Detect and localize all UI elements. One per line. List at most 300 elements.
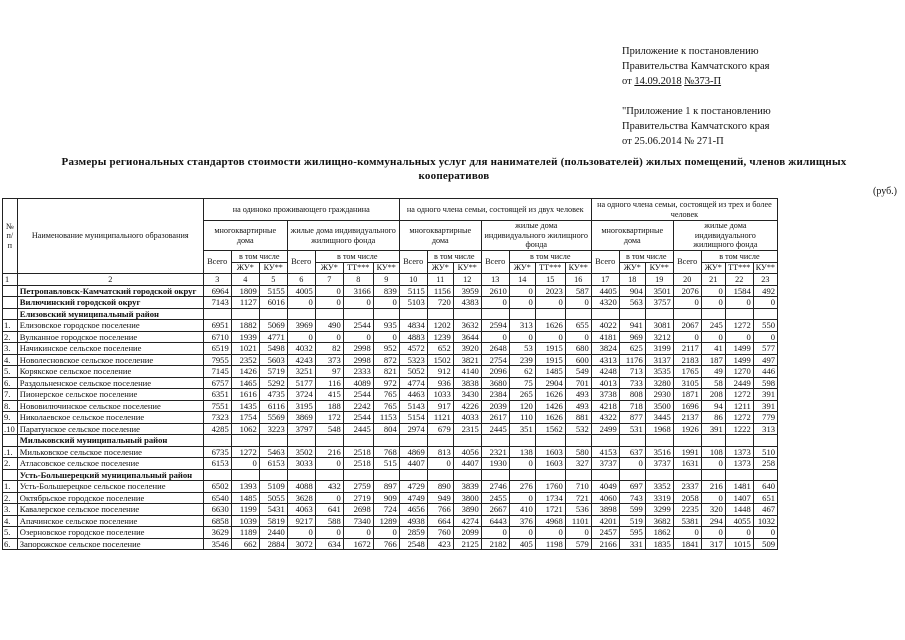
- value-cell: 634: [315, 538, 343, 550]
- value-cell: [619, 469, 645, 481]
- value-cell: [231, 308, 259, 320]
- column-number: 20: [673, 274, 701, 286]
- value-cell: 579: [565, 538, 591, 550]
- value-cell: 2930: [645, 389, 673, 401]
- value-cell: [231, 435, 259, 447]
- value-cell: 1272: [231, 446, 259, 458]
- value-cell: [287, 308, 315, 320]
- value-cell: 0: [315, 458, 343, 470]
- value-cell: 1485: [231, 492, 259, 504]
- column-number: 4: [231, 274, 259, 286]
- value-cell: 5292: [259, 377, 287, 389]
- value-cell: 2099: [453, 527, 481, 539]
- header-ku: КУ**: [373, 262, 399, 274]
- value-cell: 3081: [645, 320, 673, 332]
- value-cell: [673, 308, 701, 320]
- header-tt: ТТ***: [725, 262, 753, 274]
- municipality-name: Мильковское сельское поселение: [17, 446, 203, 458]
- header-zhu: ЖУ*: [315, 262, 343, 274]
- appendix-new-prefix: от: [622, 76, 632, 87]
- value-cell: 5177: [287, 377, 315, 389]
- value-cell: [453, 308, 481, 320]
- value-cell: 86: [701, 412, 725, 424]
- value-cell: [565, 435, 591, 447]
- value-cell: 2117: [673, 343, 701, 355]
- value-cell: 1373: [725, 446, 753, 458]
- value-cell: 376: [509, 515, 535, 527]
- value-cell: 3352: [645, 481, 673, 493]
- value-cell: 0: [343, 331, 373, 343]
- municipality-name: Запорожское сельское поселение: [17, 538, 203, 550]
- value-cell: 2067: [673, 320, 701, 332]
- value-cell: 94: [701, 400, 725, 412]
- table-row: [3, 423, 778, 435]
- row-index: .10: [3, 423, 18, 435]
- value-cell: 2337: [673, 481, 701, 493]
- value-cell: 3072: [287, 538, 315, 550]
- value-cell: 1754: [231, 412, 259, 424]
- value-cell: 4218: [591, 400, 619, 412]
- header-g1-izhd-total: Всего: [287, 251, 315, 274]
- value-cell: 216: [315, 446, 343, 458]
- municipality-name: Октябрьское городское поселение: [17, 492, 203, 504]
- value-cell: 519: [619, 515, 645, 527]
- value-cell: 4181: [591, 331, 619, 343]
- value-cell: 7955: [203, 354, 231, 366]
- value-cell: 2884: [259, 538, 287, 550]
- value-cell: 1862: [645, 527, 673, 539]
- table-row: [3, 354, 778, 366]
- value-cell: 4032: [287, 343, 315, 355]
- value-cell: [565, 469, 591, 481]
- value-cell: 5819: [259, 515, 287, 527]
- column-numbers-row: [3, 274, 778, 286]
- value-cell: 2544: [343, 412, 373, 424]
- value-cell: 1032: [753, 515, 777, 527]
- header-g1-mkd: многоквартирные дома: [203, 221, 287, 251]
- value-cell: 4774: [399, 377, 427, 389]
- value-cell: 1760: [535, 481, 565, 493]
- value-cell: 0: [725, 527, 753, 539]
- value-cell: 0: [481, 297, 509, 309]
- municipality-name: Усть-Большерецкий муниципальный район: [17, 469, 203, 481]
- value-cell: 3869: [287, 412, 315, 424]
- column-number: 17: [591, 274, 619, 286]
- value-cell: 313: [509, 320, 535, 332]
- header-g2-mkd: многоквартирные дома: [399, 221, 481, 251]
- value-cell: 721: [565, 492, 591, 504]
- value-cell: 0: [673, 331, 701, 343]
- value-cell: 1199: [231, 504, 259, 516]
- header-ku: КУ**: [259, 262, 287, 274]
- standards-table: [2, 198, 778, 550]
- value-cell: [509, 469, 535, 481]
- value-cell: 497: [753, 354, 777, 366]
- value-cell: 1211: [725, 400, 753, 412]
- value-cell: 2746: [481, 481, 509, 493]
- value-cell: 510: [753, 446, 777, 458]
- column-number: 14: [509, 274, 535, 286]
- header-g3-izhd: жилые дома индивидуального жилищного фонда: [673, 221, 777, 251]
- header-zhu: ЖУ*: [427, 262, 453, 274]
- value-cell: 4088: [287, 481, 315, 493]
- value-cell: 3535: [645, 366, 673, 378]
- municipality-name: Атласовское сельское поселение: [17, 458, 203, 470]
- value-cell: 245: [701, 320, 725, 332]
- value-cell: [287, 469, 315, 481]
- value-cell: [259, 469, 287, 481]
- value-cell: 5155: [259, 285, 287, 297]
- value-cell: [343, 469, 373, 481]
- value-cell: 2754: [481, 354, 509, 366]
- value-cell: 1915: [535, 343, 565, 355]
- value-cell: 701: [565, 377, 591, 389]
- header-ku: КУ**: [753, 262, 777, 274]
- value-cell: 655: [565, 320, 591, 332]
- row-index: 1.: [3, 481, 18, 493]
- value-cell: 6757: [203, 377, 231, 389]
- value-cell: 373: [315, 354, 343, 366]
- value-cell: 599: [619, 504, 645, 516]
- value-cell: 110: [509, 412, 535, 424]
- header-ku: КУ**: [565, 262, 591, 274]
- value-cell: 138: [509, 446, 535, 458]
- municipality-name: Елизовское городское поселение: [17, 320, 203, 332]
- municipality-name: Корякское сельское поселение: [17, 366, 203, 378]
- value-cell: 490: [315, 320, 343, 332]
- value-cell: 5431: [259, 504, 287, 516]
- header-tt: ТТ***: [343, 262, 373, 274]
- value-cell: 9217: [287, 515, 315, 527]
- value-cell: 1426: [231, 366, 259, 378]
- value-cell: [481, 308, 509, 320]
- value-cell: 4749: [399, 492, 427, 504]
- value-cell: 4407: [399, 458, 427, 470]
- column-number: 6: [287, 274, 315, 286]
- value-cell: 743: [619, 492, 645, 504]
- value-cell: 3319: [645, 492, 673, 504]
- municipality-name: Озерновское городское поселение: [17, 527, 203, 539]
- value-cell: 1626: [535, 320, 565, 332]
- column-number: 5: [259, 274, 287, 286]
- value-cell: [619, 308, 645, 320]
- value-cell: 49: [701, 366, 725, 378]
- value-cell: 4005: [287, 285, 315, 297]
- value-cell: 4033: [453, 412, 481, 424]
- value-cell: [203, 469, 231, 481]
- value-cell: 327: [565, 458, 591, 470]
- value-cell: 4313: [591, 354, 619, 366]
- value-cell: 1039: [231, 515, 259, 527]
- value-cell: 0: [481, 331, 509, 343]
- value-cell: 2698: [343, 504, 373, 516]
- value-cell: 3223: [259, 423, 287, 435]
- value-cell: 0: [725, 331, 753, 343]
- value-cell: 208: [701, 389, 725, 401]
- value-cell: 2499: [591, 423, 619, 435]
- value-cell: 1968: [645, 423, 673, 435]
- header-group-two: на одного члена семьи, состоящей из двух человек: [399, 199, 591, 221]
- value-cell: 188: [315, 400, 343, 412]
- table-header: [3, 199, 778, 286]
- value-cell: 1499: [725, 354, 753, 366]
- value-cell: 317: [701, 538, 725, 550]
- value-cell: 4938: [399, 515, 427, 527]
- title-line2: кооперативов: [418, 170, 490, 182]
- value-cell: 1672: [343, 538, 373, 550]
- value-cell: [725, 435, 753, 447]
- value-cell: 2457: [591, 527, 619, 539]
- value-cell: [535, 469, 565, 481]
- value-cell: 4248: [591, 366, 619, 378]
- value-cell: 821: [373, 366, 399, 378]
- value-cell: 5381: [673, 515, 701, 527]
- appendix-old-line1: "Приложение 1 к постановлению: [622, 106, 771, 117]
- value-cell: 2096: [481, 366, 509, 378]
- value-cell: 0: [673, 527, 701, 539]
- value-cell: 7323: [203, 412, 231, 424]
- value-cell: 595: [619, 527, 645, 539]
- value-cell: 5498: [259, 343, 287, 355]
- value-cell: 4285: [203, 423, 231, 435]
- value-cell: 2352: [231, 354, 259, 366]
- value-cell: 3628: [287, 492, 315, 504]
- value-cell: [645, 469, 673, 481]
- value-cell: 0: [619, 458, 645, 470]
- value-cell: 1841: [673, 538, 701, 550]
- value-cell: 0: [427, 458, 453, 470]
- value-cell: 276: [509, 481, 535, 493]
- value-cell: 4729: [399, 481, 427, 493]
- column-number: 9: [373, 274, 399, 286]
- column-number: 12: [453, 274, 481, 286]
- header-g1-mkd-incl: в том числе: [231, 251, 287, 263]
- value-cell: 0: [315, 297, 343, 309]
- value-cell: 258: [753, 458, 777, 470]
- value-cell: 2039: [481, 400, 509, 412]
- value-cell: 710: [565, 481, 591, 493]
- value-cell: 3682: [645, 515, 673, 527]
- value-cell: [509, 308, 535, 320]
- appendix-new-date: 14.09.2018: [634, 76, 682, 87]
- value-cell: 0: [509, 297, 535, 309]
- row-index: 2.: [3, 331, 18, 343]
- value-cell: 1448: [725, 504, 753, 516]
- value-cell: 3737: [591, 458, 619, 470]
- value-cell: [343, 435, 373, 447]
- value-cell: 1930: [481, 458, 509, 470]
- value-cell: [453, 469, 481, 481]
- value-cell: 2321: [481, 446, 509, 458]
- value-cell: 4055: [725, 515, 753, 527]
- value-cell: 4656: [399, 504, 427, 516]
- value-cell: 6630: [203, 504, 231, 516]
- value-cell: 4572: [399, 343, 427, 355]
- value-cell: [481, 435, 509, 447]
- header-g2-izhd-incl: в том числе: [509, 251, 591, 263]
- value-cell: 549: [565, 366, 591, 378]
- value-cell: 872: [373, 354, 399, 366]
- value-cell: 0: [315, 285, 343, 297]
- table-body: [3, 285, 778, 550]
- value-cell: 53: [509, 343, 535, 355]
- value-cell: [427, 469, 453, 481]
- value-cell: 0: [673, 297, 701, 309]
- table-row: [3, 538, 778, 550]
- value-cell: 2455: [481, 492, 509, 504]
- header-ku: КУ**: [453, 262, 481, 274]
- value-cell: 765: [373, 389, 399, 401]
- row-index: [3, 308, 18, 320]
- unit-label: (руб.): [873, 186, 897, 197]
- column-number: 7: [315, 274, 343, 286]
- municipality-name: Вулканное городское поселение: [17, 331, 203, 343]
- header-g3-mkd: многоквартирные дома: [591, 221, 673, 251]
- header-g3-mkd-incl: в том числе: [619, 251, 673, 263]
- value-cell: 4834: [399, 320, 427, 332]
- value-cell: 3629: [203, 527, 231, 539]
- value-cell: 1882: [231, 320, 259, 332]
- value-cell: 1603: [535, 458, 565, 470]
- value-cell: 0: [509, 331, 535, 343]
- value-cell: 0: [373, 297, 399, 309]
- value-cell: 2235: [673, 504, 701, 516]
- value-cell: 6735: [203, 446, 231, 458]
- municipality-name: Мильковский муниципальный район: [17, 435, 203, 447]
- value-cell: 662: [231, 538, 259, 550]
- value-cell: 2667: [481, 504, 509, 516]
- table-row: [3, 308, 778, 320]
- column-number: 21: [701, 274, 725, 286]
- value-cell: 587: [565, 285, 591, 297]
- value-cell: 423: [427, 538, 453, 550]
- value-cell: 1562: [535, 423, 565, 435]
- value-cell: 1272: [725, 412, 753, 424]
- value-cell: 120: [509, 400, 535, 412]
- value-cell: 2440: [259, 527, 287, 539]
- value-cell: 0: [701, 458, 725, 470]
- value-cell: 1021: [231, 343, 259, 355]
- value-cell: 2384: [481, 389, 509, 401]
- column-number: 18: [619, 274, 645, 286]
- value-cell: 808: [619, 389, 645, 401]
- value-cell: 41: [701, 343, 725, 355]
- municipality-name: Усть-Большерецкое сельское поселение: [17, 481, 203, 493]
- value-cell: 515: [373, 458, 399, 470]
- value-cell: 1584: [725, 285, 753, 297]
- value-cell: 877: [619, 412, 645, 424]
- value-cell: 2544: [343, 389, 373, 401]
- appendix-new-line1: Приложение к постановлению: [622, 46, 759, 57]
- value-cell: 3105: [673, 377, 701, 389]
- value-cell: 4771: [259, 331, 287, 343]
- value-cell: 1153: [373, 412, 399, 424]
- value-cell: 1696: [673, 400, 701, 412]
- value-cell: 839: [373, 285, 399, 297]
- value-cell: 1373: [725, 458, 753, 470]
- value-cell: 0: [315, 492, 343, 504]
- value-cell: 3632: [453, 320, 481, 332]
- value-cell: 1465: [231, 377, 259, 389]
- row-index: 2.: [3, 492, 18, 504]
- table-row: [3, 377, 778, 389]
- value-cell: 172: [315, 412, 343, 424]
- column-number: 19: [645, 274, 673, 286]
- value-cell: 6351: [203, 389, 231, 401]
- value-cell: 2859: [399, 527, 427, 539]
- value-cell: 3821: [453, 354, 481, 366]
- value-cell: 548: [315, 423, 343, 435]
- value-cell: 3251: [287, 366, 315, 378]
- value-cell: 0: [481, 527, 509, 539]
- value-cell: [753, 469, 777, 481]
- value-cell: 680: [565, 343, 591, 355]
- table-row: [3, 412, 778, 424]
- column-number: 8: [343, 274, 373, 286]
- value-cell: 1721: [535, 504, 565, 516]
- value-cell: 5103: [399, 297, 427, 309]
- value-cell: 5569: [259, 412, 287, 424]
- value-cell: 652: [427, 343, 453, 355]
- value-cell: [753, 308, 777, 320]
- value-cell: 2315: [453, 423, 481, 435]
- appendix-new-block: [622, 44, 770, 89]
- value-cell: 313: [753, 423, 777, 435]
- header-g1-izhd: жилые дома индивидуального жилищного фонда: [287, 221, 399, 251]
- value-cell: 935: [373, 320, 399, 332]
- municipality-name: Николаевское сельское поселение: [17, 412, 203, 424]
- value-cell: 0: [535, 527, 565, 539]
- table-row: [3, 389, 778, 401]
- value-cell: 4274: [453, 515, 481, 527]
- value-cell: 0: [701, 331, 725, 343]
- value-cell: 3546: [203, 538, 231, 550]
- value-cell: 813: [427, 446, 453, 458]
- value-cell: 3430: [453, 389, 481, 401]
- value-cell: [259, 435, 287, 447]
- value-cell: 58: [701, 377, 725, 389]
- value-cell: 2998: [343, 354, 373, 366]
- value-cell: 1926: [673, 423, 701, 435]
- header-g1-izhd-incl: в том числе: [315, 251, 399, 263]
- value-cell: 2445: [481, 423, 509, 435]
- value-cell: 912: [427, 366, 453, 378]
- value-cell: 580: [565, 446, 591, 458]
- value-cell: 351: [509, 423, 535, 435]
- value-cell: 2904: [535, 377, 565, 389]
- value-cell: 1626: [535, 412, 565, 424]
- value-cell: 6858: [203, 515, 231, 527]
- value-cell: 405: [509, 538, 535, 550]
- value-cell: 4735: [259, 389, 287, 401]
- document-title: [4, 155, 904, 183]
- value-cell: 766: [373, 538, 399, 550]
- value-cell: 1062: [231, 423, 259, 435]
- value-cell: 3738: [591, 389, 619, 401]
- value-cell: 1198: [535, 538, 565, 550]
- value-cell: [535, 308, 565, 320]
- value-cell: 904: [619, 285, 645, 297]
- row-index: 2.: [3, 458, 18, 470]
- value-cell: 1407: [725, 492, 753, 504]
- value-cell: 2058: [673, 492, 701, 504]
- value-cell: 1499: [725, 343, 753, 355]
- value-cell: 320: [701, 504, 725, 516]
- value-cell: 1835: [645, 538, 673, 550]
- value-cell: 2449: [725, 377, 753, 389]
- value-cell: 0: [701, 527, 725, 539]
- header-zhu: ЖУ*: [231, 262, 259, 274]
